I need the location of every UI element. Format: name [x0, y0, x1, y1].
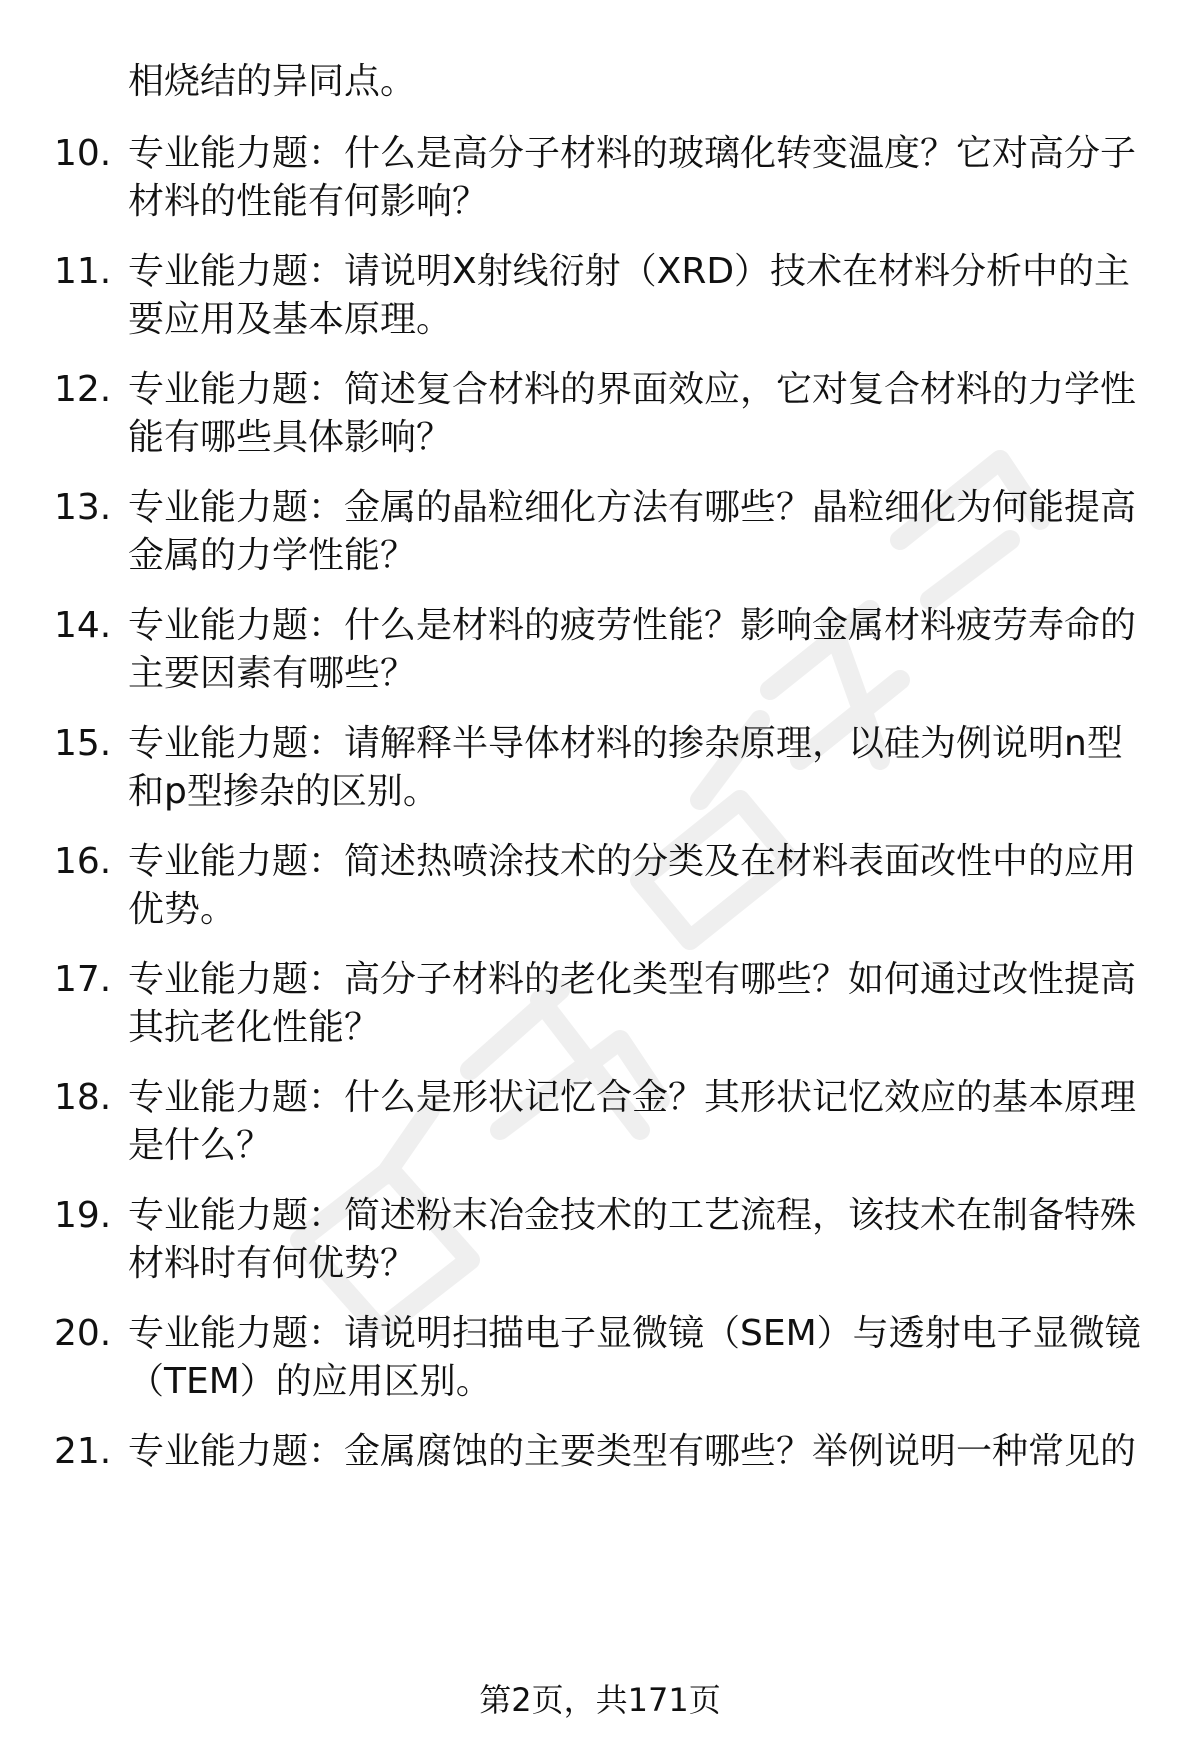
question-number: 15. — [54, 723, 112, 764]
question-number: 19. — [54, 1195, 112, 1236]
question-text — [128, 366, 1148, 462]
question-number: 12. — [54, 369, 112, 410]
question-text-line: 专业能力题：简述热喷涂技术的分类及在材料表面改性中的应用 — [128, 841, 1137, 882]
question-text — [128, 956, 1148, 1052]
page-footer: 第2页，共171页 — [479, 1681, 721, 1719]
question-text-line: 专业能力题：金属腐蚀的主要类型有哪些？举例说明一种常见的 — [128, 1431, 1137, 1472]
question-number: 17. — [54, 959, 112, 1000]
question-number: 18. — [54, 1077, 112, 1118]
question-text-line: 专业能力题：简述复合材料的界面效应，它对复合材料的力学性 — [128, 369, 1137, 410]
question-text-line: 材料时有何优势？ — [128, 1243, 417, 1284]
question-text-line: （TEM）的应用区别。 — [128, 1361, 492, 1402]
question-text-line: 金属的力学性能？ — [128, 535, 417, 576]
question-number: 20. — [54, 1313, 112, 1354]
question-text-line: 要应用及基本原理。 — [128, 299, 453, 340]
question-text-line: 优势。 — [128, 889, 237, 930]
question-text — [128, 248, 1148, 344]
question-text-line: 专业能力题：请说明扫描电子显微镜（SEM）与透射电子显微镜 — [128, 1313, 1141, 1354]
question-text — [128, 484, 1148, 580]
question-text — [128, 1192, 1148, 1288]
question-text-line: 是什么？ — [128, 1125, 273, 1166]
question-text — [128, 602, 1148, 698]
question-text — [128, 1074, 1148, 1170]
question-text-line: 专业能力题：请解释半导体材料的掺杂原理，以硅为例说明n型 — [128, 723, 1123, 764]
continuation-text: 相烧结的异同点。 — [128, 61, 417, 102]
question-text — [128, 720, 1148, 816]
question-text-line: 专业能力题：简述粉末冶金技术的工艺流程，该技术在制备特殊 — [128, 1195, 1137, 1236]
question-text — [128, 1310, 1148, 1406]
question-number: 16. — [54, 841, 112, 882]
question-text-line: 专业能力题：什么是材料的疲劳性能？影响金属材料疲劳寿命的 — [128, 605, 1137, 646]
question-number: 13. — [54, 487, 112, 528]
question-text-line: 和p型掺杂的区别。 — [128, 771, 439, 812]
question-text-line: 主要因素有哪些？ — [128, 653, 417, 694]
question-text — [128, 130, 1148, 226]
question-text-line: 专业能力题：金属的晶粒细化方法有哪些？晶粒细化为何能提高 — [128, 487, 1137, 528]
question-text-line: 专业能力题：什么是形状记忆合金？其形状记忆效应的基本原理 — [128, 1077, 1137, 1118]
question-text-line: 专业能力题：请说明X射线衍射（XRD）技术在材料分析中的主 — [128, 251, 1131, 292]
question-text-line: 材料的性能有何影响？ — [128, 181, 489, 222]
question-text-line: 能有哪些具体影响？ — [128, 417, 453, 458]
question-number: 10. — [54, 133, 112, 174]
question-number: 21. — [54, 1431, 112, 1472]
question-text-line: 其抗老化性能？ — [128, 1007, 381, 1048]
question-number: 14. — [54, 605, 112, 646]
question-text — [128, 838, 1148, 934]
question-text — [128, 1428, 1148, 1476]
question-text-line: 专业能力题：什么是高分子材料的玻璃化转变温度？它对高分子 — [128, 133, 1137, 174]
question-number: 11. — [54, 251, 112, 292]
question-text-line: 专业能力题：高分子材料的老化类型有哪些？如何通过改性提高 — [128, 959, 1137, 1000]
